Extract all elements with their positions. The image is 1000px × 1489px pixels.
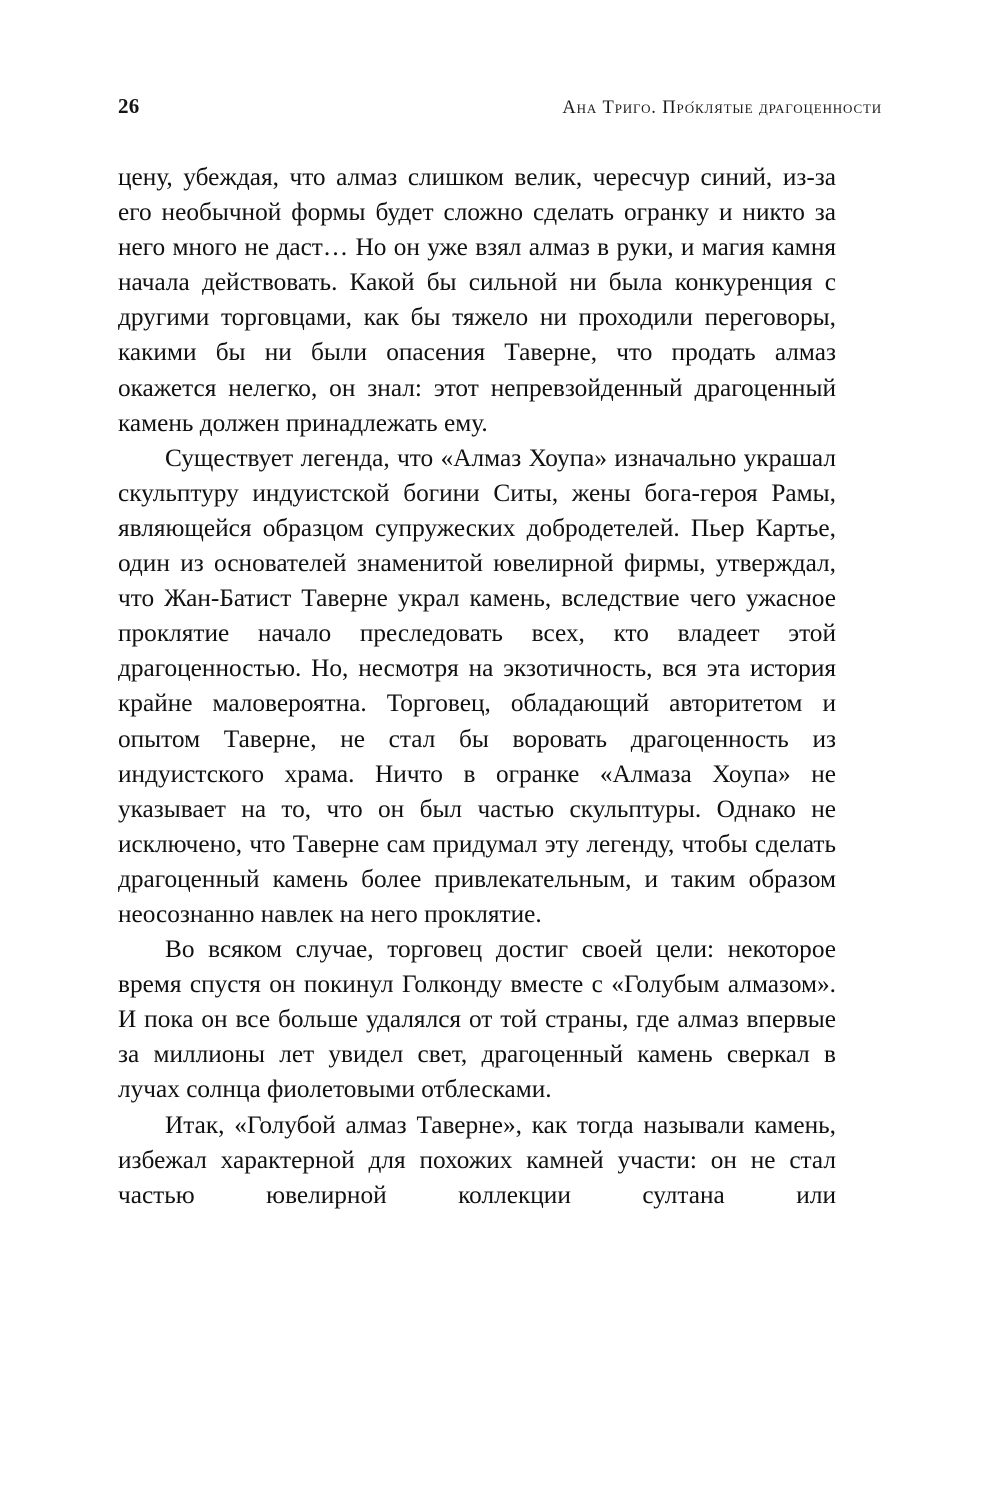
page-number: 26 <box>118 94 140 118</box>
paragraph-2: Существует легенда, что «Алмаз Хоупа» изначально украшал скульптуру индуистской богини Ситы, жены бога-героя Рамы, являющейся образцом супружеских добродетелей. Пьер Картье, один из основателей знаменитой ювелирной фирмы, утверждал, что Жан-Батист Таверне украл камень, вследствие чего ужасное проклятие начало преследовать всех, кто владеет этой драгоценностью. Но, несмотря на экзотичность, вся эта история крайне маловероятна. Торговец, обладающий авторитетом и опытом Таверне, не стал бы воровать драгоценность из индуистского храма. Ничто в огранке «Алмаза Хоупа» не указывает на то, что он был частью скульптуры. Однако не исключено, что Таверне сам придумал эту легенду, чтобы сделать драгоценный камень более привлекательным, и таким образом неосознанно навлек на него проклятие. <box>118 443 836 928</box>
paragraph-1: цену, убеждая, что алмаз слишком велик, чересчур синий, из-за его необычной формы будет сложно сделать огранку и никто за него много не даст… Но он уже взял алмаз в руки, и магия камня начала действовать. Какой бы сильной ни была конкуренция с другими торговцами, как бы тяжело ни проходили переговоры, какими бы ни были опасения Таверне, что продать алмаз окажется нелегко, он знал: этот непревзойденный драгоценный камень должен принадлежать ему. <box>118 163 836 437</box>
body-text-block <box>118 160 836 1213</box>
running-head-title: Ана Триго. Про́клятые драгоценности <box>562 98 882 118</box>
running-head <box>118 94 882 126</box>
paragraph-3: Во всяком случае, торговец достиг своей цели: некоторое время спустя он покинул Голконду вместе с «Голубым алмазом». И пока он все больше удалялся от той страны, где алмаз впервые за миллионы лет увидел свет, драгоценный камень сверкал в лучах солнца фиолетовыми отблесками. <box>118 935 836 1104</box>
paragraph-4: Итак, «Голубой алмаз Таверне», как тогда называли камень, избежал характерной для похожих камней участи: он не стал частью ювелирной коллекции султана или <box>118 1110 836 1209</box>
